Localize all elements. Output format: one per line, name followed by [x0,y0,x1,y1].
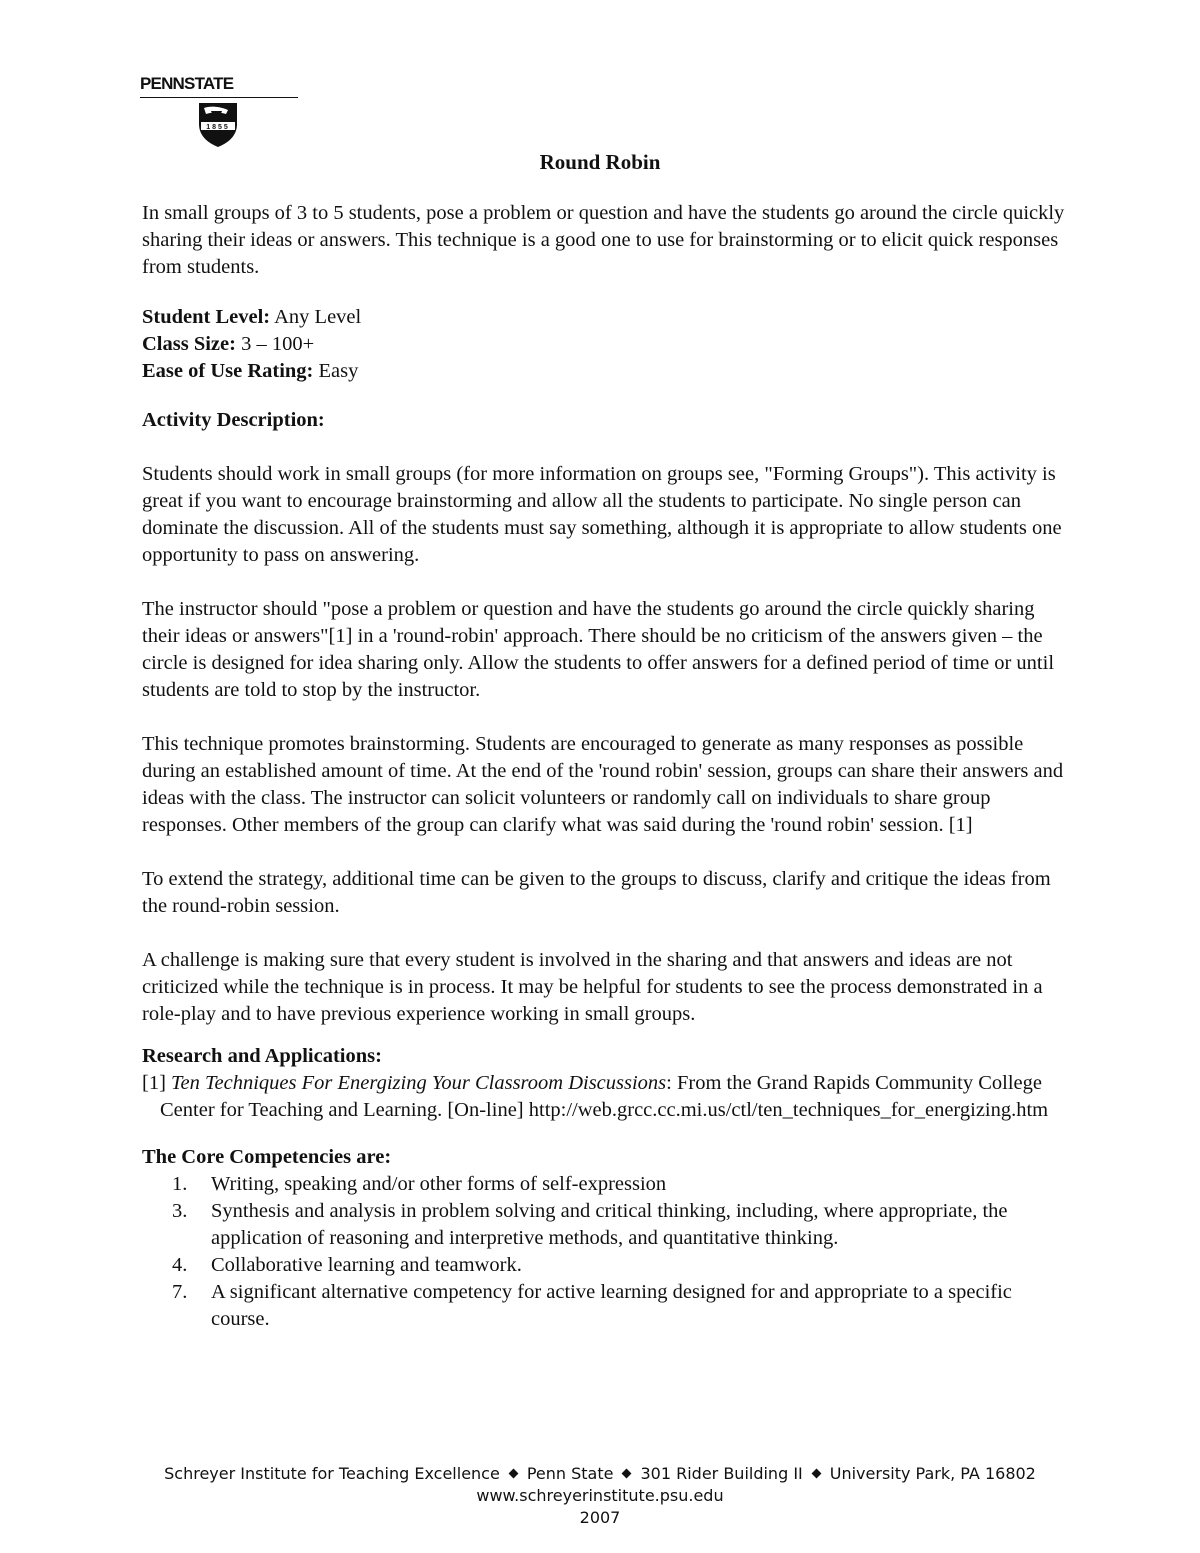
competencies-list [142,1171,1072,1333]
competencies-heading: The Core Competencies are: [142,1146,392,1168]
reference-source-title: Ten Techniques For Energizing Your Classroom Discussions [171,1072,667,1094]
reference-citation [142,1070,1072,1124]
meta-ease-of-use [142,358,1072,385]
activity-paragraph: The instructor should "pose a problem or question and have the students go around the circle quickly sharing their ideas or answers"[1] in a 'round-robin' approach. There should be no criticism of the answers given – the circle is designed for idea sharing only. Allow the students to offer answers for a defined period of time or until students are told to stop by the instructor. [142,598,1055,701]
footer-website: www.schreyerinstitute.psu.edu [476,1486,724,1505]
list-item [142,1252,1072,1279]
diamond-separator-icon [622,1468,632,1478]
meta-label: Class Size: [142,333,236,355]
reference-marker: [1] [142,1072,172,1094]
diamond-separator-icon [811,1468,821,1478]
competencies-section [142,1144,1072,1333]
penn-state-logo [140,74,300,131]
footer-address-line [0,1463,1200,1485]
technique-meta [142,304,1072,385]
list-text: Synthesis and analysis in problem solving and critical thinking, including, where appropriate, the application of reasoning and interpretive methods, and quantitative thinking. [211,1200,1008,1249]
footer-year: 2007 [579,1508,621,1527]
list-number: 3. [172,1200,188,1222]
list-number: 1. [172,1173,188,1195]
list-text: Writing, speaking and/or other forms of self-expression [211,1173,667,1195]
activity-paragraph: To extend the strategy, additional time can be given to the groups to discuss, clarify and critique the ideas from the round-robin session. [142,868,1051,917]
shield-year: 1855 [206,124,230,131]
logo-wordmark: PENNSTATE [140,74,234,93]
list-text: A significant alternative competency for active learning designed for and appropriate to a specific course. [211,1281,1012,1330]
list-text: Collaborative learning and teamwork. [211,1254,522,1276]
activity-paragraph: A challenge is making sure that every student is involved in the sharing and that answers and ideas are not criticized while the technique is in process. It may be helpful for students to see the process demonstrated in a role-play and to have previous experience working in small groups. [142,949,1043,1025]
meta-value: Any Level [270,306,362,328]
reference-source-details: : From the Grand Rapids Community College Center for Teaching and Learning. [On-line] http://web.grcc.cc.mi.us/ctl/ten_techniques_for_energizing.htm [160,1072,1049,1121]
footer-city: University Park, PA 16802 [829,1464,1036,1483]
list-item [142,1198,1072,1252]
page-title: Round Robin [539,150,661,174]
meta-student-level [142,304,1072,331]
document-body [142,200,1072,1333]
footer-institute: Schreyer Institute for Teaching Excellence [164,1464,500,1483]
meta-value: 3 – 100+ [235,333,315,355]
diamond-separator-icon [508,1468,518,1478]
meta-label: Ease of Use Rating: [142,360,314,382]
research-section [142,1043,1072,1124]
activity-paragraph: This technique promotes brainstorming. Students are encouraged to generate as many responses as possible during an established amount of time. At the end of the 'round robin' session, groups can share their answers and ideas with the class. The instructor can solicit volunteers or randomly call on individuals to share group responses. Other members of the group can clarify what was said during the 'round robin' session. [1] [142,733,1064,836]
list-number: 4. [172,1254,188,1276]
footer-building: 301 Rider Building II [640,1464,803,1483]
intro-paragraph: In small groups of 3 to 5 students, pose a problem or question and have the students go around the circle quickly sharing their ideas or answers. This technique is a good one to use for brainstorming or to elicit quick responses from students. [142,202,1065,278]
footer-university: Penn State [526,1464,614,1483]
logo-rule [140,97,298,98]
list-item [142,1171,1072,1198]
activity-heading: Activity Description: [142,409,325,431]
meta-class-size [142,331,1072,358]
activity-paragraph: Students should work in small groups (for more information on groups see, "Forming Groups"). This activity is great if you want to encourage brainstorming and allow all the students to participate. No single person can dominate the discussion. All of the students must say something, although it is appropriate to allow students one opportunity to pass on answering. [142,463,1062,566]
meta-label: Student Level: [142,306,271,328]
list-item [142,1279,1072,1333]
page-footer [0,1463,1200,1529]
nittany-lion-shield-icon [198,102,238,148]
meta-value: Easy [313,360,359,382]
list-number: 7. [172,1281,188,1303]
research-heading: Research and Applications: [142,1045,382,1067]
